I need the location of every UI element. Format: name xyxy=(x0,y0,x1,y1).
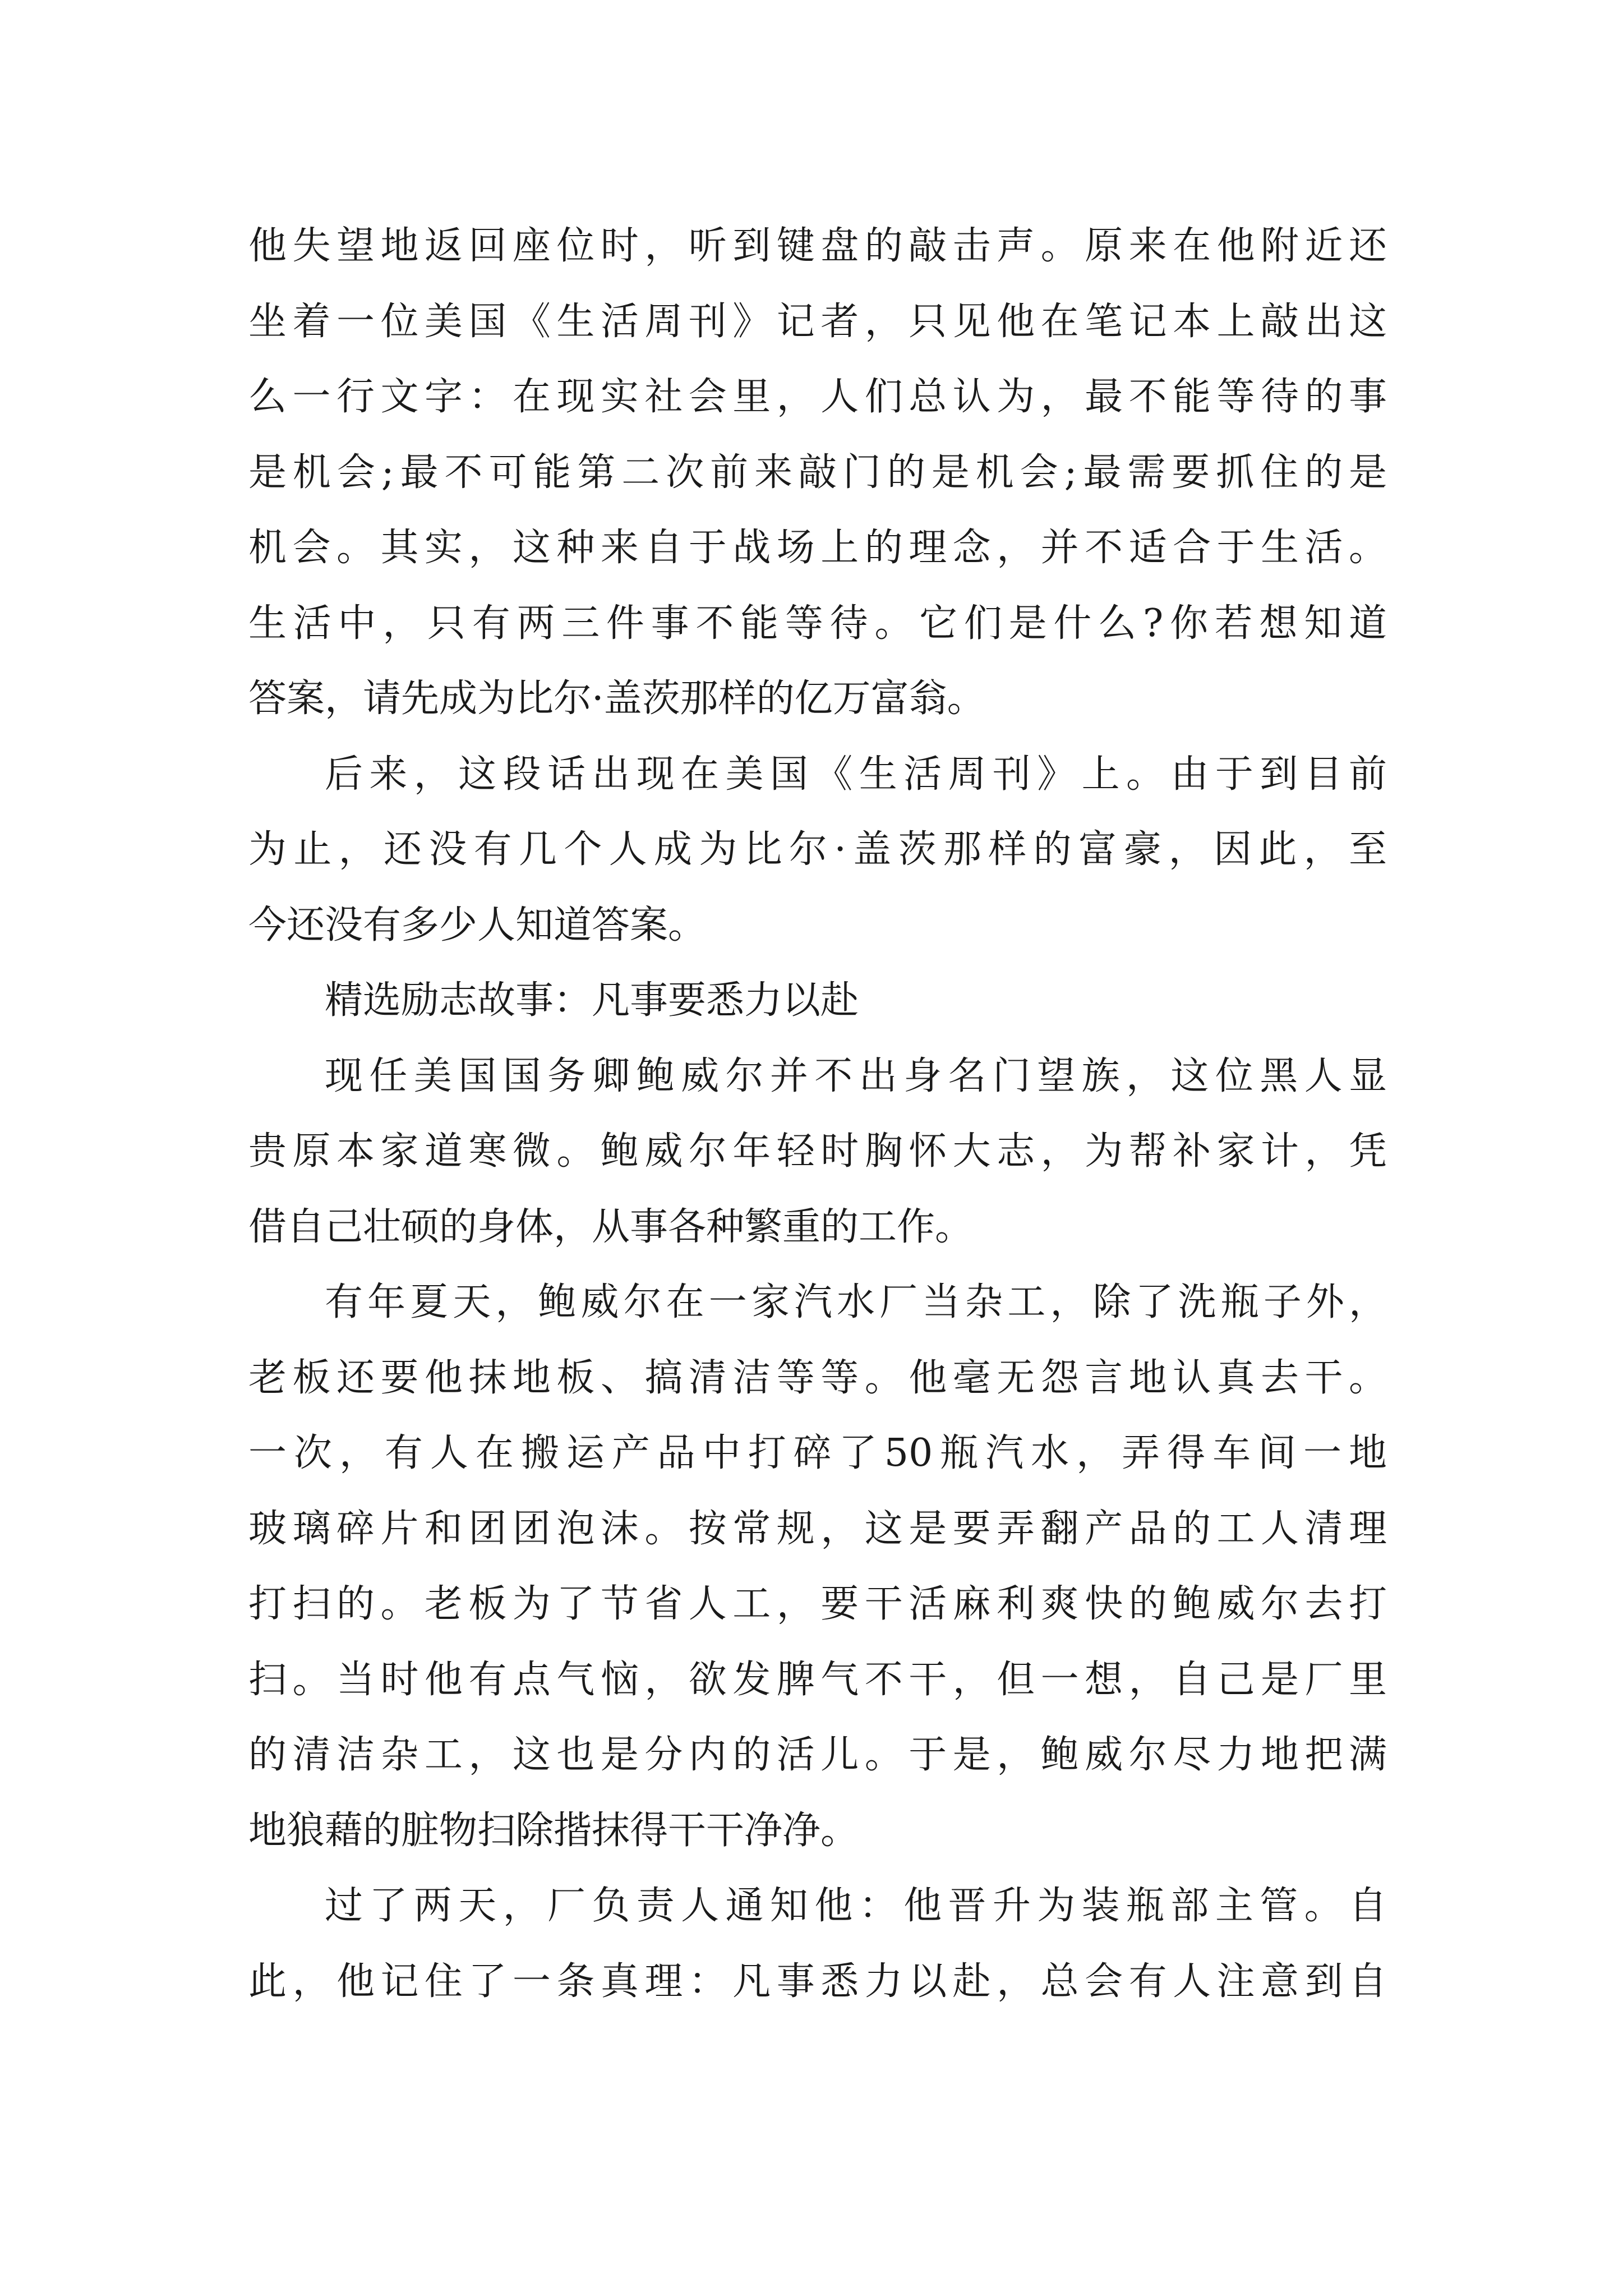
paragraph-1 xyxy=(248,209,1387,737)
text-line: 老板还要他抹地板、搞清洁等等。他毫无怨言地认真去干。 xyxy=(248,1355,1387,1400)
text-line: 是机会;最不可能第二次前来敲门的是机会;最需要抓住的是 xyxy=(248,450,1387,495)
text-line: 玻璃碎片和团团泡沫。按常规，这是要弄翻产品的工人清理 xyxy=(248,1506,1387,1551)
text-line: 过了两天，厂负责人通知他：他晋升为装瓶部主管。自 xyxy=(325,1884,1387,1928)
paragraph-5 xyxy=(248,1869,1387,2019)
text-line: 一次，有人在搬运产品中打碎了50瓶汽水，弄得车间一地 xyxy=(248,1431,1387,1475)
text-line: 有年夏天，鲍威尔在一家汽水厂当杂工，除了洗瓶子外， xyxy=(325,1280,1387,1324)
body-text xyxy=(248,209,1387,2019)
text-line: 地狼藉的脏物扫除揩抹得干干净净。 xyxy=(248,1808,859,1853)
text-line: 今还没有多少人知道答案。 xyxy=(248,903,707,947)
text-line: 此，他记住了一条真理：凡事悉力以赴，总会有人注意到自 xyxy=(248,1959,1387,2004)
text-line: 生活中，只有两三件事不能等待。它们是什么?你若想知道 xyxy=(248,601,1387,646)
text-line: 他失望地返回座位时，听到键盘的敲击声。原来在他附近还 xyxy=(248,224,1387,268)
paragraph-3 xyxy=(248,1039,1387,1266)
section-heading xyxy=(248,963,1387,1039)
text-line: 借自己壮硕的身体，从事各种繁重的工作。 xyxy=(248,1204,974,1249)
text-line: 精选励志故事：凡事要悉力以赴 xyxy=(325,978,859,1023)
text-line: 的清洁杂工，这也是分内的活儿。于是，鲍威尔尽力地把满 xyxy=(248,1733,1387,1777)
text-line: 答案，请先成为比尔·盖茨那样的亿万富翁。 xyxy=(248,677,985,721)
text-line: 么一行文字：在现实社会里，人们总认为，最不能等待的事 xyxy=(248,375,1387,419)
text-line: 现任美国国务卿鲍威尔并不出身名门望族，这位黑人显 xyxy=(325,1053,1387,1098)
paragraph-2 xyxy=(248,737,1387,964)
text-line: 为止，还没有几个人成为比尔·盖茨那样的富豪，因此，至 xyxy=(248,827,1387,872)
text-line: 打扫的。老板为了节省人工，要干活麻利爽快的鲍威尔去打 xyxy=(248,1582,1387,1626)
text-line: 扫。当时他有点气恼，欲发脾气不干，但一想，自己是厂里 xyxy=(248,1657,1387,1702)
text-line: 后来，这段话出现在美国《生活周刊》上。由于到目前 xyxy=(325,752,1387,797)
text-line: 坐着一位美国《生活周刊》记者，只见他在笔记本上敲出这 xyxy=(248,299,1387,344)
text-line: 贵原本家道寒微。鲍威尔年轻时胸怀大志，为帮补家计，凭 xyxy=(248,1129,1387,1174)
paragraph-4 xyxy=(248,1265,1387,1869)
text-line: 机会。其实，这种来自于战场上的理念，并不适合于生活。 xyxy=(248,526,1387,570)
